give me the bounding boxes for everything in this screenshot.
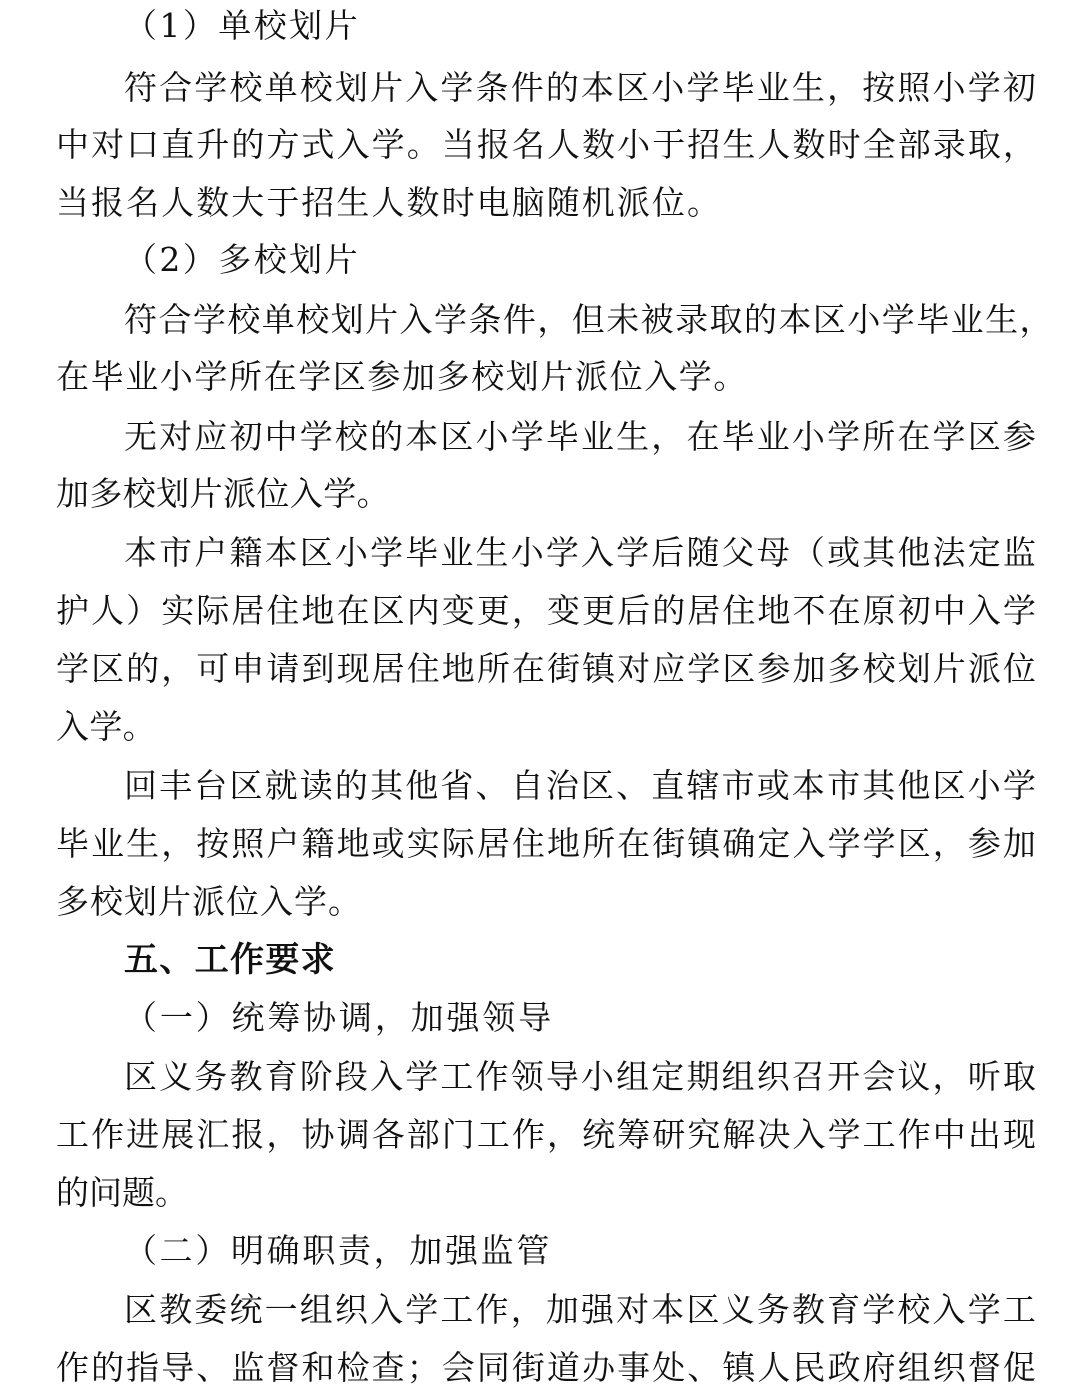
paragraph-line: 护人）实际居住地在区内变更，变更后的居住地不在原初中入学 (56, 591, 1038, 630)
paragraph-line: 当报名人数大于招生人数时电脑随机派位。 (56, 183, 722, 222)
paragraph-line: 多校划片派位入学。 (56, 882, 362, 921)
paragraph-line: 学区的，可申请到现居住地所在街镇对应学区参加多校划片派位 (56, 649, 1038, 688)
subheading-coordination: （一）统筹协调，加强领导 (124, 998, 554, 1037)
paragraph-line: 区义务教育阶段入学工作领导小组定期组织召开会议，听取 (124, 1057, 1038, 1096)
paragraph-line: 作的指导、监督和检查；会同街道办事处、镇人民政府组织督促 (56, 1348, 1038, 1387)
paragraph-line: 无对应初中学校的本区小学毕业生，在毕业小学所在学区参 (124, 417, 1038, 456)
paragraph-line: 本市户籍本区小学毕业生小学入学后随父母（或其他法定监 (124, 533, 1038, 572)
paragraph-line: 加多校划片派位入学。 (56, 474, 390, 513)
section-heading-work-requirements: 五、工作要求 (124, 940, 336, 980)
subheading-responsibilities: （二）明确职责，加强监管 (124, 1231, 552, 1270)
paragraph-line: 回丰台区就读的其他省、自治区、直辖市或本市其他区小学 (124, 766, 1038, 805)
paragraph-line: 中对口直升的方式入学。当报名人数小于招生人数时全部录取， (56, 125, 1038, 164)
paragraph-line: 区教委统一组织入学工作，加强对本区义务教育学校入学工 (124, 1290, 1038, 1329)
paragraph-line: 符合学校单校划片入学条件的本区小学毕业生，按照小学初 (124, 68, 1038, 107)
paragraph-line: 毕业生，按照户籍地或实际居住地所在街镇确定入学学区，参加 (56, 824, 1038, 863)
paragraph-line: 符合学校单校划片入学条件，但未被录取的本区小学毕业生， (124, 300, 1054, 339)
paragraph-line: 入学。 (56, 707, 156, 746)
paragraph-line: 工作进展汇报，协调各部门工作，统筹研究解决入学工作中出现 (56, 1115, 1038, 1154)
paragraph-line: 在毕业小学所在学区参加多校划片派位入学。 (56, 357, 748, 396)
paragraph-line: 的问题。 (56, 1173, 188, 1212)
subheading-multi-school-zoning: （2）多校划片 (124, 240, 360, 279)
subheading-single-school-zoning: （1）单校划片 (124, 6, 360, 45)
